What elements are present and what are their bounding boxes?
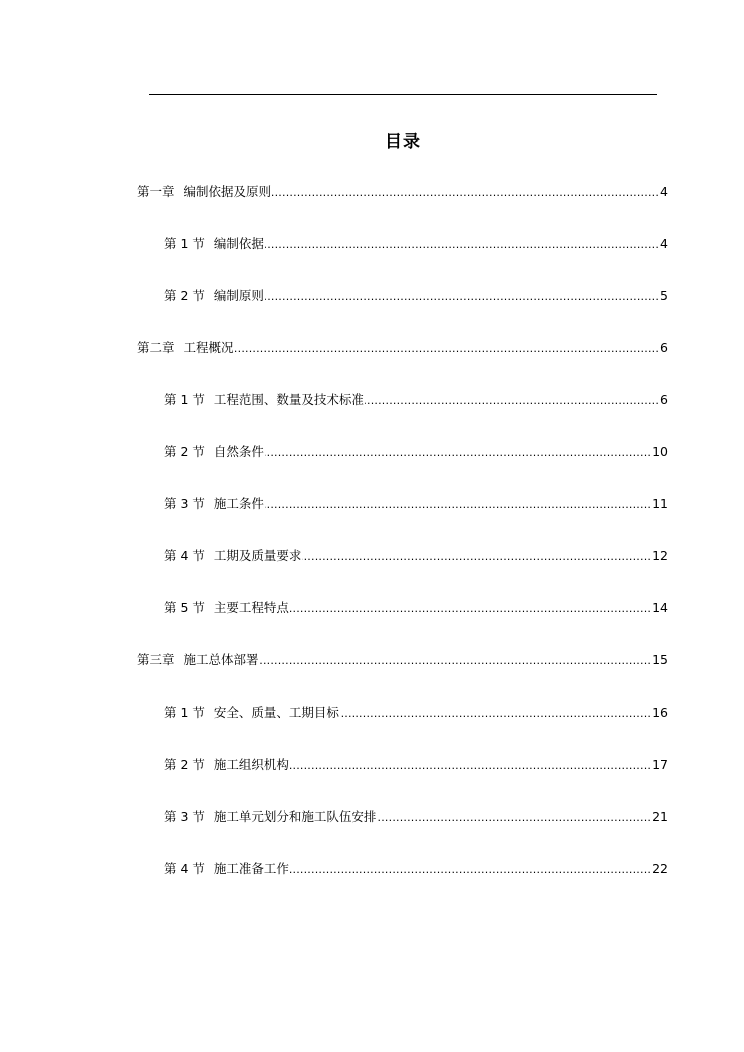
toc-entry-page: 22: [652, 861, 668, 876]
toc-entry-page: 4: [660, 184, 668, 199]
toc-section-1-2[interactable]: [164, 287, 668, 305]
toc-entry-title: 施工组织机构: [213, 757, 289, 772]
dot-leader: [260, 652, 652, 670]
toc-entry-title: 施工单元划分和施工队伍安排: [213, 809, 377, 824]
toc-entry-number: 第二章: [137, 340, 175, 355]
toc-entry-title: 施工准备工作: [213, 861, 289, 876]
toc-entry-title: 自然条件: [213, 444, 264, 459]
dot-leader: [235, 340, 660, 358]
toc-entry-title: 安全、质量、工期目标: [213, 705, 339, 720]
toc-entry-page: 17: [652, 757, 668, 772]
toc-entry-title: 编制依据及原则: [183, 184, 272, 199]
toc-entry-title: 施工条件: [213, 496, 264, 511]
toc-entry-number: 第 4 节: [164, 548, 205, 563]
toc-entry-page: 4: [660, 236, 668, 251]
toc-entry-number: 第 4 节: [164, 861, 205, 876]
toc-chapter-1[interactable]: [137, 183, 668, 201]
dot-leader: [302, 548, 651, 566]
toc-entry-title: 施工总体部署: [183, 652, 259, 667]
dot-leader: [377, 809, 651, 827]
dot-leader: [340, 705, 651, 723]
toc-section-3-3[interactable]: [164, 808, 668, 826]
dot-leader: [265, 496, 651, 514]
toc-entry-title: 工期及质量要求: [213, 548, 302, 563]
toc-section-3-4[interactable]: [164, 860, 668, 878]
toc-entry-title: 编制依据: [213, 236, 264, 251]
toc-section-3-1[interactable]: [164, 704, 668, 722]
toc-entry-number: 第 1 节: [164, 392, 205, 407]
toc-entry-page: 11: [652, 496, 668, 511]
toc-section-2-2[interactable]: [164, 443, 668, 461]
toc-section-2-3[interactable]: [164, 495, 668, 513]
toc-entry-number: 第 2 节: [164, 444, 205, 459]
dot-leader: [290, 861, 651, 879]
toc-entry-number: 第一章: [137, 184, 175, 199]
toc-entry-title: 主要工程特点: [213, 600, 289, 615]
toc-section-2-4[interactable]: [164, 547, 668, 565]
toc-chapter-2[interactable]: [137, 339, 668, 357]
toc-entry-title: 工程范围、数量及技术标准: [213, 392, 364, 407]
toc-entry-page: 16: [652, 705, 668, 720]
toc-entry-title: 编制原则: [213, 288, 264, 303]
toc-entry-page: 21: [652, 809, 668, 824]
toc-entry-number: 第 3 节: [164, 809, 205, 824]
toc-entry-number: 第 1 节: [164, 705, 205, 720]
toc-entry-number: 第 5 节: [164, 600, 205, 615]
dot-leader: [365, 392, 659, 410]
dot-leader: [272, 184, 659, 202]
toc-section-2-5[interactable]: [164, 599, 668, 617]
toc-entry-page: 6: [660, 392, 668, 407]
dot-leader: [290, 600, 651, 618]
dot-leader: [265, 288, 659, 306]
toc-entry-page: 12: [652, 548, 668, 563]
toc-entry-number: 第 2 节: [164, 757, 205, 772]
toc-entry-title: 工程概况: [183, 340, 234, 355]
toc-entry-number: 第 1 节: [164, 236, 205, 251]
dot-leader: [290, 757, 651, 775]
toc-entry-page: 5: [660, 288, 668, 303]
toc-section-1-1[interactable]: [164, 235, 668, 253]
toc-entry-page: 14: [652, 600, 668, 615]
toc-entry-page: 10: [652, 444, 668, 459]
toc-section-3-2[interactable]: [164, 756, 668, 774]
toc-title: 目录: [385, 132, 421, 152]
toc-chapter-3[interactable]: [137, 651, 668, 669]
dot-leader: [265, 444, 651, 462]
dot-leader: [265, 236, 659, 254]
toc-entry-number: 第 2 节: [164, 288, 205, 303]
toc-section-2-1[interactable]: [164, 391, 668, 409]
toc-entry-number: 第三章: [137, 652, 175, 667]
toc-entry-page: 15: [652, 652, 668, 667]
toc-entry-number: 第 3 节: [164, 496, 205, 511]
toc-entry-page: 6: [660, 340, 668, 355]
